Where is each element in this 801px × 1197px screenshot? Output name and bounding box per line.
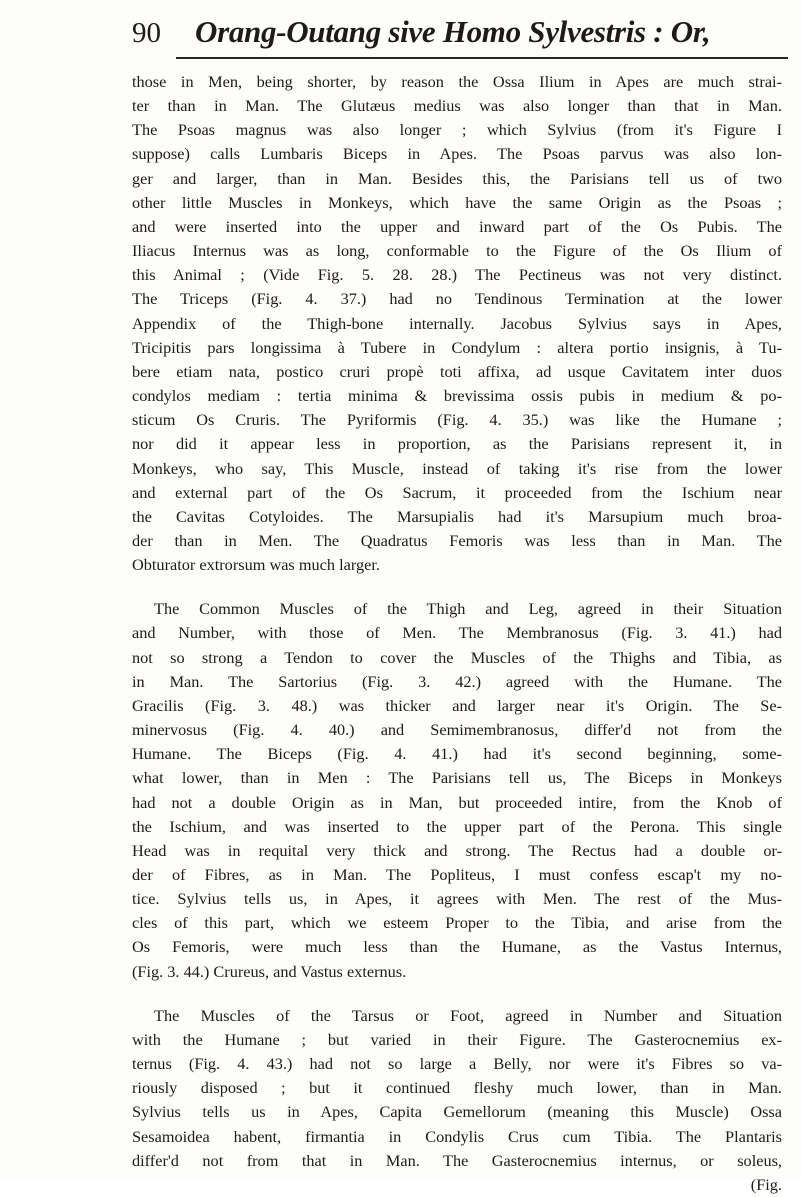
text-line: the Cavitas Cotyloides. The Marsupialis had it's Marsupium much broa- [132,506,782,526]
text-line: minervosus (Fig. 4. 40.) and Semimembranosus, differ'd not from the [132,720,782,740]
text-line: cles of this part, which we esteem Proper to the Tibia, and arise from the [132,913,782,933]
text-line: The Triceps (Fig. 4. 37.) had no Tendinous Termination at the lower [132,289,782,309]
paragraph-gap [132,984,782,1004]
text-line: Gracilis (Fig. 3. 48.) was thicker and larger near it's Origin. The Se- [132,695,782,715]
body-text [132,70,782,1197]
text-line: suppose) calls Lumbaris Biceps in Apes. The Psoas parvus was also lon- [132,144,782,164]
text-line: this Animal ; (Vide Fig. 5. 28. 28.) The Pectineus was not very distinct. [132,265,782,285]
text-line: those in Men, being shorter, by reason the Ossa Ilium in Apes are much strai- [132,72,782,91]
text-line: condylos mediam : tertia minima & brevissima ossis pubis in medium & po- [132,386,782,406]
text-line: The Psoas magnus was also longer ; which Sylvius (from it's Figure I [132,120,782,140]
text-line: differ'd not from that in Man. The Gasterocnemius internus, or soleus, [132,1150,782,1170]
text-line: der of Fibres, as in Man. The Popliteus, I must confess escap't my no- [132,865,782,884]
text-line: Tricipitis pars longissima à Tubere in Condylum : altera portio insignis, à Tu- [132,337,782,357]
text-line: other little Muscles in Monkeys, which have the same Origin as the Psoas ; [132,192,782,212]
text-line: The Common Muscles of the Thigh and Leg, agreed in their Situation [154,599,782,619]
text-line: Appendix of the Thigh-bone internally. Jacobus Sylvius says in Apes, [132,313,782,333]
text-line: had not a double Origin as in Man, but proceeded intire, from the Knob of [132,792,782,812]
text-line: in Man. The Sartorius (Fig. 3. 42.) agreed with the Humane. The [132,671,782,691]
text-line: ger and larger, than in Man. Besides this, the Parisians tell us of two [132,168,782,188]
paragraph-gap [132,577,782,597]
catchword: (Fig. [750,1174,782,1194]
text-line: Sesamoidea habent, firmantia in Condylis Crus cum Tibia. The Plantaris [132,1126,782,1146]
text-line: der than in Men. The Quadratus Femoris was less than in Man. The [132,530,782,550]
text-line: and Number, with those of Men. The Membranosus (Fig. 3. 41.) had [132,623,782,643]
text-line: and external part of the Os Sacrum, it proceeded from the Ischium near [132,482,782,502]
text-line: ter than in Man. The Glutæus medius was also longer than that in Man. [132,96,782,116]
text-line: riously disposed ; but it continued fleshy much lower, than in Man. [132,1078,782,1098]
text-line: Obturator extrorsum was much larger. [132,555,380,575]
text-line: sticum Os Cruris. The Pyriformis (Fig. 4. 35.) was like the Humane ; [132,410,782,430]
text-line: nor did it appear less in proportion, as the Parisians represent it, in [132,434,782,454]
text-line: the Ischium, and was inserted to the upper part of the Perona. This single [132,816,782,836]
text-line: The Muscles of the Tarsus or Foot, agreed in Number and Situation [154,1005,782,1025]
text-line: ternus (Fig. 4. 43.) had not so large a Belly, nor were it's Fibres so va- [132,1054,782,1074]
text-line: tice. Sylvius tells us, in Apes, it agrees with Men. The rest of the Mus- [132,889,782,909]
text-line: bere etiam nata, postico cruri propè toti affixa, ad usque Cavitatem inter duos [132,361,782,381]
text-line: Head was in requital very thick and strong. The Rectus had a double or- [132,840,782,860]
running-title: Orang-Outang sive Homo Sylvestris : Or, [195,14,711,49]
text-line: Humane. The Biceps (Fig. 4. 41.) had it's second beginning, some- [132,744,782,764]
text-line: Sylvius tells us in Apes, Capita Gemellorum (meaning this Muscle) Ossa [132,1102,782,1122]
text-line: (Fig. 3. 44.) Crureus, and Vastus externus. [132,961,407,981]
header-rule [176,57,788,59]
text-line: Monkeys, who say, This Muscle, instead of taking it's rise from the lower [132,458,782,478]
text-line: Os Femoris, were much less than the Humane, as the Vastus Internus, [132,937,782,957]
page-number: 90 [132,17,161,49]
text-line: what lower, than in Men : The Parisians tell us, The Biceps in Monkeys [132,768,782,788]
text-line: with the Humane ; but varied in their Figure. The Gasterocnemius ex- [132,1029,782,1049]
text-line: not so strong a Tendon to cover the Muscles of the Thighs and Tibia, as [132,647,782,667]
text-line: and were inserted into the upper and inward part of the Os Pubis. The [132,216,782,236]
text-line: Iliacus Internus was as long, conformable to the Figure of the Os Ilium of [132,241,782,261]
